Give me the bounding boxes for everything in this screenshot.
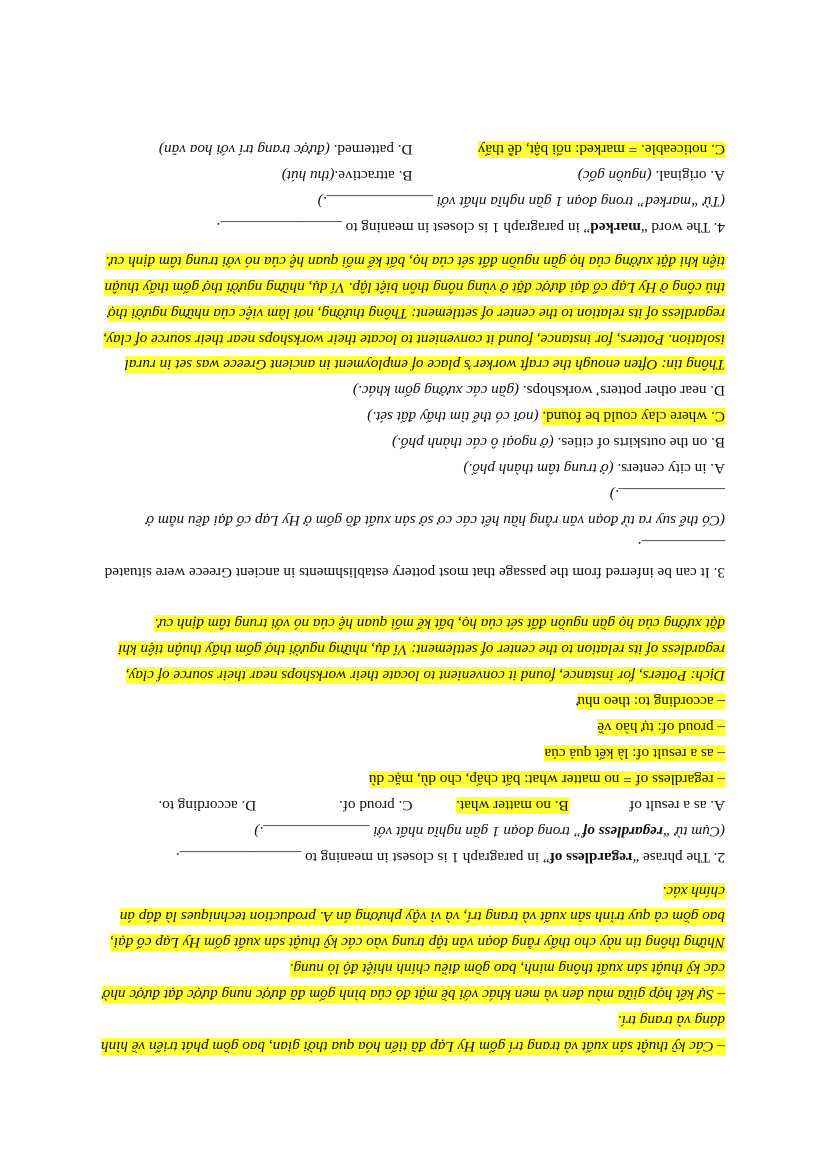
spacer: [100, 870, 725, 878]
q3-stem: 3. It can be inferred from the passage that most pottery establishments in ancient Greece were situated ___________.: [104, 537, 725, 581]
q2-stem: [100, 844, 725, 870]
q3-option-b: B. on the outskirts of cities. (ở ngoại ô các thành phố.): [392, 434, 725, 452]
q2-blank: ________________.: [175, 848, 302, 866]
q3-option-c: C. where clay could be found. (nơi có thể tìm thấy đất sét.): [367, 408, 725, 426]
intro-bullet-1: – Các kỹ thuật sản xuất và trang trí gốm Hy Lạp đã tiến hóa qua thời gian, bao gồm phát triển về hình dáng và trang trí.: [101, 1012, 725, 1055]
q2-note-2: – as a result of: là kết quả của: [544, 745, 725, 763]
q2-note-4: – according to: theo như: [576, 693, 725, 711]
q3-option-a: A. in city centers. (ở trung tâm thành phố.): [463, 460, 725, 478]
q2-option-c: C. proud of.: [339, 796, 413, 814]
q4-term: marked: [590, 218, 641, 236]
q2-stem-pre: The phrase “: [632, 848, 711, 866]
q2-option-a: A. as a result of: [629, 796, 725, 814]
q4-options: [100, 136, 725, 188]
q4-option-a: A. original. (nguồn gốc): [577, 167, 725, 185]
q3-info: Thông tin: Often enough the craft worker’s place of employment in ancient Greece was set in rural isolation. Potters, for instance, found it convenient to locate their workshops near their source of clay, regardless of its relation to the center of settlement: Thông thường, nơi làm việc của những người thợ thủ công ở Hy Lạp cổ đại được đặt ở vùng nông thôn biệt lập. Ví dụ, những người thợ gốm thấy thuận tiện khi đặt xưởng của họ gần nguồn đất sét của họ, bất kể mối quan hệ của nó với trung tâm định cư.: [103, 252, 725, 374]
q2-options: [100, 792, 725, 818]
q3-option-d: D. near other potters’ workshops. (gần các xưởng gốm khác.): [352, 382, 725, 400]
q4-option-d: D. patterned. (được trang trí với hoa văn): [158, 141, 413, 159]
q2-number: 2.: [713, 848, 725, 866]
q3-vi: (Có thể suy ra từ đoạn văn rằng hầu hết các cơ sở sản xuất đồ gốm ở Hy Lạp cổ đại đều nằm ở ______________.): [146, 485, 725, 529]
q2-note-1: – regardless of = no matter what: bất chấp, cho dù, mặc dù: [368, 770, 725, 788]
intro-bullet-2: – Sự kết hợp giữa màu đen và men khác với bề mặt đỏ của bình gốm đã được nung được đạt được nhờ các kỹ thuật sản xuất thông minh, bao gồm điều chỉnh nhiệt độ lò nung.: [102, 960, 725, 1004]
q2-translation: Dịch: Potters, for instance, found it convenient to locate their workshops near their source of clay, regardless of its relation to the center of settlement: Ví dụ, những người thợ gốm thấy thuận tiện khi đặt xưởng của họ gần nguồn đất sét của họ, bất kể mối quan hệ của nó với trung tâm định cư.: [118, 615, 725, 685]
q2-option-b: B. no matter what.: [456, 796, 569, 814]
q2-note-3: – proud of: tự hào về: [597, 719, 725, 737]
q2-stem-post: ” in paragraph 1 is closest in meaning to: [305, 848, 550, 866]
q4-vi: (Từ “marked” trong đoạn 1 gần nghĩa nhất với ______________.): [317, 193, 725, 211]
q2-vi: (Cụm từ “regardless of” trong đoạn 1 gần nghĩa nhất với ______________.): [254, 822, 725, 840]
q4-option-c: C. noticeable. = marked: nổi bật, dễ thấy: [477, 141, 725, 159]
q2-term: regardless of: [549, 848, 633, 866]
q2-vi-term: regardless of: [582, 822, 663, 840]
q4-stem: 4. The word “marked” in paragraph 1 is closest in meaning to ________________.: [216, 218, 725, 236]
document-content: [100, 136, 725, 1059]
q4-option-b: B. attractive.(thu hút): [281, 167, 413, 185]
q2-option-d: D. according to.: [158, 796, 257, 814]
spacer: [100, 240, 725, 248]
intro-summary: Những thông tin này cho thấy rằng đoạn văn tập trung vào các kỹ thuật sản xuất gốm Hy Lạp cổ đại, bao gồm cả quy trình sản xuất và trang trí, và vì vậy phương án A. production techniques là đáp án chính xác.: [110, 882, 725, 952]
spacer: [100, 585, 725, 611]
